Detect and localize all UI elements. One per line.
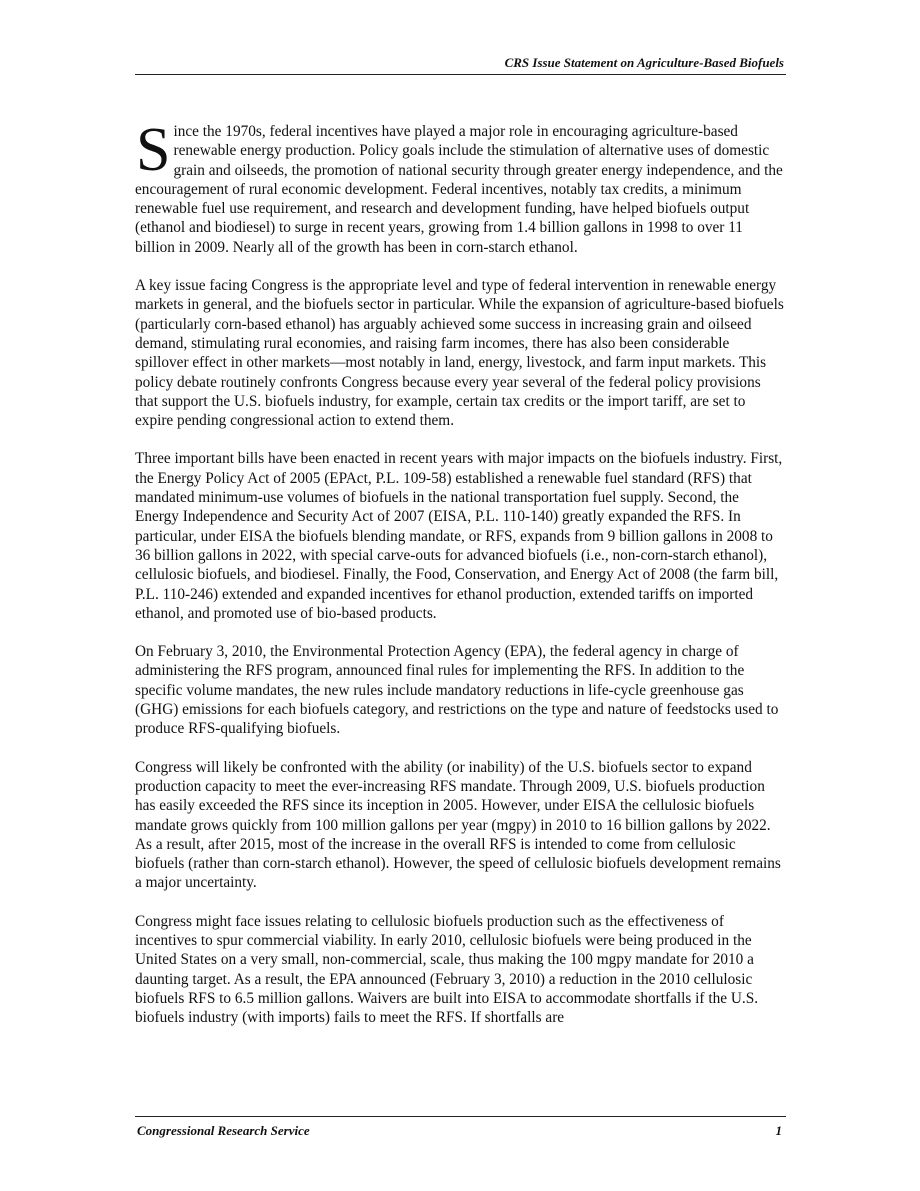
paragraph-intro bbox=[135, 116, 786, 257]
paragraph-epa-rules: On February 3, 2010, the Environmental Protection Agency (EPA), the federal agency in charge of administering the RFS program, announced final rules for implementing the RFS. In addition to the specific volume mandates, the new rules include mandatory reductions in life-cycle greenhouse gas (GHG) emissions for each biofuels category, and restrictions on the type and nature of feedstocks used to produce RFS-qualifying biofuels. bbox=[135, 643, 779, 738]
page-footer bbox=[135, 1116, 786, 1138]
page-number: 1 bbox=[775, 1123, 782, 1138]
header-title: CRS Issue Statement on Agriculture-Based Biofuels bbox=[504, 55, 784, 70]
paragraph-intro-text: ince the 1970s, federal incentives have played a major role in encouraging agriculture-based renewable energy production. Policy goals include the stimulation of alternative uses of domestic grain and oilseeds, the promotion of national security through greater energy independence, and the encouragement of rural economic development. Federal incentives, notably tax credits, a minimum renewable fuel use requirement, and research and development funding, have helped biofuels output (ethanol and biodiesel) to surge in recent years, growing from 1.4 billion gallons in 1998 to over 11 billion in 2009. Nearly all of the growth has been in corn-starch ethanol. bbox=[135, 123, 783, 256]
page-header bbox=[135, 54, 786, 75]
paragraph-capacity: Congress will likely be confronted with the ability (or inability) of the U.S. biofuels sector to expand production capacity to meet the ever-increasing RFS mandate. Through 2009, U.S. biofuels production has easily exceeded the RFS since its inception in 2005. However, under EISA the cellulosic biofuels mandate grows quickly from 100 million gallons per year (mgpy) in 2010 to 16 billion gallons by 2022. As a result, after 2015, most of the increase in the overall RFS is intended to come from cellulosic biofuels (rather than corn-starch ethanol). However, the speed of cellulosic biofuels development remains a major uncertainty. bbox=[135, 758, 781, 892]
paragraph-key-issue: A key issue facing Congress is the appropriate level and type of federal intervention in renewable energy markets in general, and the biofuels sector in particular. While the expansion of agriculture-based biofuels (particularly corn-based ethanol) has arguably achieved some success in increasing grain and oilseed demand, stimulating rural economies, and raising farm incomes, there has also been considerable spillover effect in other markets—most notably in land, energy, livestock, and farm input markets. This policy debate routinely confronts Congress because every year several of the federal policy provisions that support the U.S. biofuels industry, for example, certain tax credits or the import tariff, are set to expire pending congressional action to extend them. bbox=[135, 277, 784, 430]
footer-source: Congressional Research Service bbox=[137, 1123, 310, 1138]
document-body bbox=[135, 116, 786, 1046]
paragraph-bills: Three important bills have been enacted in recent years with major impacts on the biofuels industry. First, the Energy Policy Act of 2005 (EPAct, P.L. 109-58) established a renewable fuel standard (RFS) that mandated minimum-use volumes of biofuels in the national transportation fuel supply. Second, the Energy Independence and Security Act of 2007 (EISA, P.L. 110-140) greatly expanded the RFS. In particular, under EISA the biofuels blending mandate, or RFS, expands from 9 billion gallons in 2008 to 36 billion gallons in 2022, with special carve-outs for advanced biofuels (i.e., non-corn-starch ethanol), cellulosic biofuels, and biodiesel. Finally, the Food, Conservation, and Energy Act of 2008 (the farm bill, P.L. 110-246) extended and expanded incentives for ethanol production, extended tariffs on imported ethanol, and promoted use of bio-based products. bbox=[135, 450, 783, 622]
drop-cap: S bbox=[136, 116, 171, 184]
paragraph-cellulosic: Congress might face issues relating to cellulosic biofuels production such as the effectiveness of incentives to spur commercial viability. In early 2010, cellulosic biofuels were being produced in the United States on a very small, non-commercial, scale, thus making the 100 mgpy mandate for 2010 a daunting target. As a result, the EPA announced (February 3, 2010) a reduction in the 2010 cellulosic biofuels RFS to 6.5 million gallons. Waivers are built into EISA to accommodate shortfalls if the U.S. biofuels industry (with imports) fails to meet the RFS. If shortfalls are bbox=[135, 912, 759, 1027]
